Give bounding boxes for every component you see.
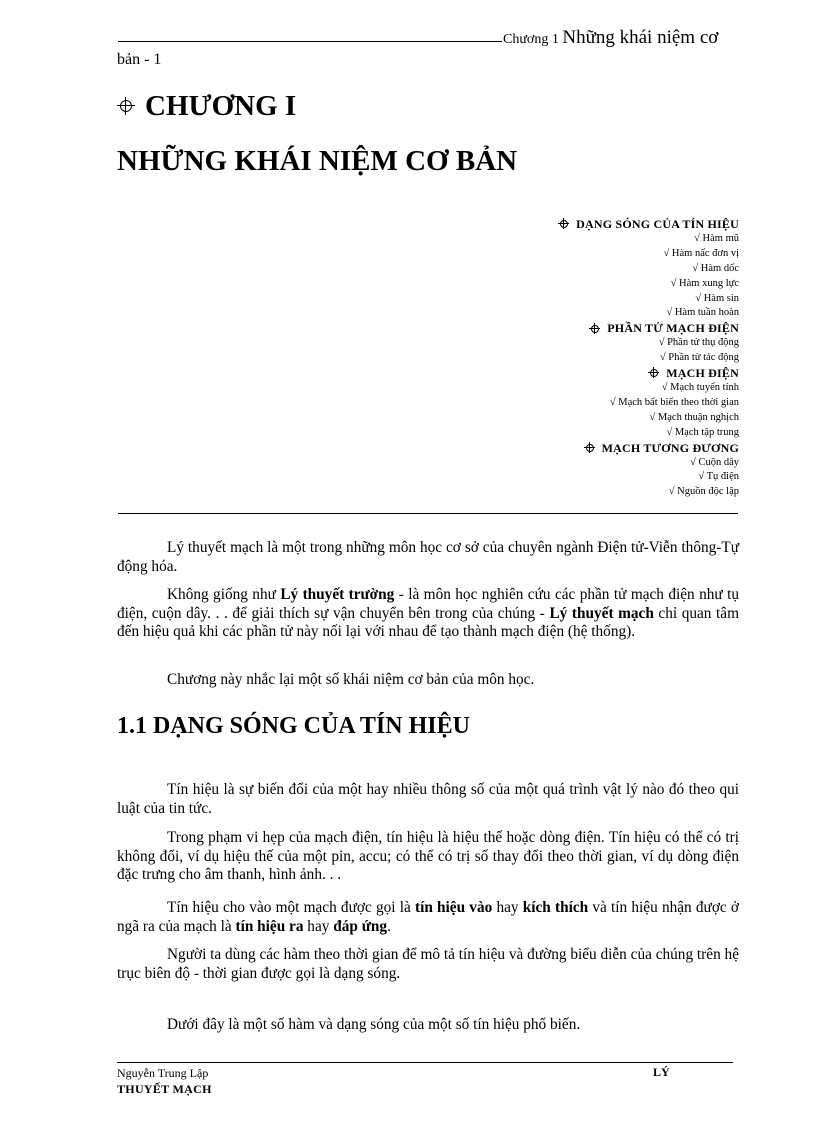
term-field-theory: Lý thuyết trường (280, 586, 395, 603)
contents-item: √ Hàm sin (695, 292, 739, 304)
contents-item: √ Mạch tuyến tính (661, 381, 739, 393)
contents-heading: MẠCH ĐIỆN (558, 366, 739, 381)
chapter-number: CHƯƠNG I (145, 90, 297, 122)
chapter-title: NHỮNG KHÁI NIỆM CƠ BẢN (117, 145, 518, 177)
contents-item: √ Hàm xung lực (670, 277, 739, 289)
crosshair-bullet-icon (589, 323, 600, 334)
crosshair-bullet-icon (648, 367, 659, 378)
section-paragraph: Tín hiệu cho vào một mạch được gọi là tín hiệu vào hay kích thích và tín hiệu nhận được ở ngã ra của mạch là tín hiệu ra hay đáp ứng. (117, 899, 740, 935)
header-chapter-number: Chương 1 (503, 32, 559, 47)
contents-item: √ Mạch bất biến theo thời gian (609, 396, 739, 408)
intro-paragraph: Không giống như Lý thuyết trường - là môn học nghiên cứu các phần tử mạch điện như tụ điện, cuộn dây. . . để giải thích sự vận chuyển bên trong của chúng - Lý thuyết mạch chỉ quan tâm đến hiệu quả khi các phần tử này nối lại với nhau để tạo thành mạch điện (hệ thống). (117, 586, 739, 640)
intro-paragraph: Chương này nhắc lại một số khái niệm cơ bản của môn học. (167, 671, 535, 688)
contents-heading: MẠCH TƯƠNG ĐƯƠNG (558, 441, 739, 456)
crosshair-bullet-icon (558, 218, 569, 229)
term-output-signal: tín hiệu ra (235, 917, 304, 935)
header-rule (118, 24, 502, 42)
contents-heading: PHẦN TỬ MẠCH ĐIỆN (558, 321, 739, 336)
contents-item: √ Mạch thuận nghịch (649, 411, 739, 423)
footer-author: Nguyễn Trung Lập (117, 1066, 209, 1080)
chapter-contents (558, 217, 739, 500)
section-paragraph: Trong phạm vi hẹp của mạch điện, tín hiệu là hiệu thế hoặc dòng điện. Tín hiệu có thể có trị không đổi, ví dụ hiệu thế của một pin, accu; có thể có trị số thay đổi theo thời gian, ví dụ dòng điện đặc trưng cho âm thanh, hình ảnh. . . (117, 829, 739, 883)
contents-item: √ Hàm tuần hoàn (666, 307, 739, 319)
contents-item: √ Hàm mũ (694, 232, 739, 244)
term-input-signal: tín hiệu vào (414, 899, 493, 916)
contents-item: √ Phần tử tác động (659, 352, 739, 364)
running-header (503, 27, 718, 49)
footer-rule (117, 1062, 733, 1063)
term-circuit-theory: Lý thuyết mạch (549, 604, 654, 622)
contents-item: √ Tụ điện (698, 471, 739, 483)
contents-item: √ Phần tử thụ động (658, 337, 739, 349)
intro-paragraph: Lý thuyết mạch là một trong những môn học cơ sở của chuyên ngành Điện tử-Viễn thông-Tự động hóa. (117, 539, 739, 575)
chapter-number-title (117, 90, 296, 123)
header-chapter-title: Những khái niệm cơ (562, 27, 719, 48)
contents-item: √ Cuộn dây (690, 456, 739, 468)
footer-book-title-part2: THUYẾT MẠCH (117, 1082, 212, 1096)
contents-item: √ Nguồn độc lập (668, 486, 739, 498)
contents-item: √ Hàm nấc đơn vị (663, 247, 739, 259)
footer-book-title-part1: LÝ (653, 1065, 670, 1079)
contents-item: √ Hàm dốc (692, 262, 739, 274)
header-continuation: bản - 1 (117, 51, 162, 68)
term-excitation: kích thích (522, 899, 589, 916)
section-heading: 1.1 DẠNG SÓNG CỦA TÍN HIỆU (117, 713, 470, 739)
crosshair-bullet-icon (584, 442, 595, 453)
crosshair-bullet-icon (117, 97, 135, 115)
term-response: đáp ứng (333, 917, 388, 935)
contents-heading: DẠNG SÓNG CỦA TÍN HIỆU (558, 217, 739, 232)
section-paragraph: Tín hiệu là sự biến đổi của một hay nhiều thông số của một quá trình vật lý nào đó theo qui luật của tin tức. (117, 781, 739, 817)
section-paragraph: Người ta dùng các hàm theo thời gian để mô tả tín hiệu và đường biểu diễn của chúng trên hệ trục biên độ - thời gian được gọi là dạng sóng. (117, 946, 739, 982)
contents-separator (118, 513, 738, 514)
contents-item: √ Mạch tập trung (666, 426, 739, 438)
section-paragraph: Dưới đây là một số hàm và dạng sóng của một số tín hiệu phổ biến. (167, 1016, 581, 1033)
